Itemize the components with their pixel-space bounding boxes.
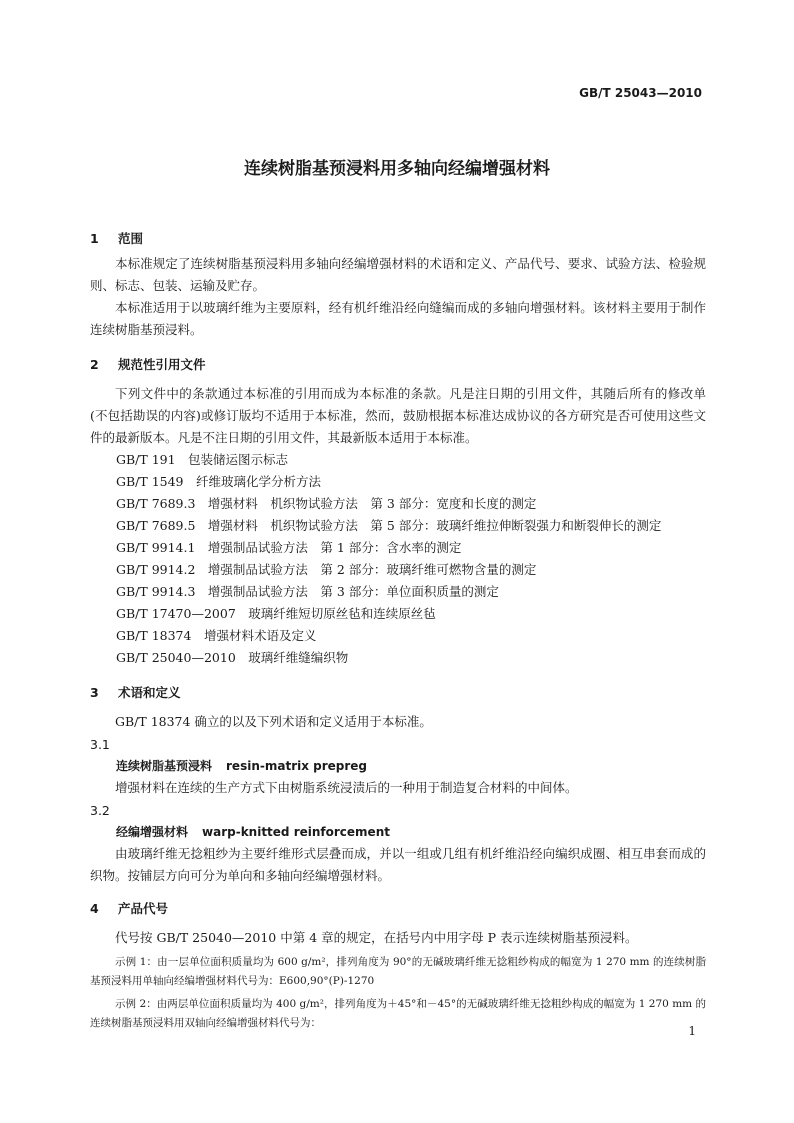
reference-item: GB/T 25040—2010 玻璃纤维缝编织物 (116, 650, 349, 665)
subsection-number: 3.2 (90, 803, 110, 818)
reference-item: GB/T 191 包装储运图示标志 (116, 452, 289, 467)
section-title: 产品代号 (118, 901, 169, 916)
section-heading (90, 355, 706, 375)
term-chinese: 经编增强材料 (116, 825, 189, 839)
term-english: resin-matrix prepreg (226, 759, 368, 773)
page-number: 1 (688, 1024, 696, 1038)
document-title: 连续树脂基预浸料用多轴向经编增强材料 (244, 159, 550, 179)
subsection-number: 3.1 (90, 737, 110, 752)
section-number: 3 (90, 685, 99, 700)
example-note: 示例 2：由两层单位面积质量均为 400 g/m²，排列角度为＋45°和－45°的无碱玻璃纤维无捻粗纱构成的幅宽为 1 270 mm 的连续树脂基预浸料用双轴向经编增强材料代号为： (90, 998, 706, 1029)
example-note: 示例 1：由一层单位面积质量均为 600 g/m²，排列角度为 90°的无碱玻璃纤维无捻粗纱构成的幅宽为 1 270 mm 的连续树脂基预浸料用单轴向经编增强材料代号为：E600,90°(P)-1270 (90, 956, 706, 987)
paragraph: 下列文件中的条款通过本标准的引用而成为本标准的条款。凡是注日期的引用文件，其随后所有的修改单(不包括勘误的内容)或修订版均不适用于本标准，然而，鼓励根据本标准达成协议的各方研究是否可使用这些文件的最新版本。凡是不注日期的引用文件，其最新版本适用于本标准。 (90, 386, 706, 445)
section-heading (90, 899, 706, 919)
reference-item: GB/T 7689.5 增强材料 机织物试验方法 第 5 部分：玻璃纤维拉伸断裂强力和断裂伸长的测定 (116, 518, 662, 533)
section-number: 2 (90, 357, 99, 372)
section-title: 术语和定义 (118, 685, 181, 700)
section-title: 规范性引用文件 (118, 357, 206, 372)
section-heading (90, 229, 706, 249)
term-entry (90, 755, 706, 777)
reference-item: GB/T 1549 纤维玻璃化学分析方法 (116, 474, 322, 489)
section-title: 范围 (118, 231, 144, 246)
term-english: warp-knitted reinforcement (202, 825, 390, 839)
term-definition: 由玻璃纤维无捻粗纱为主要纤维形式层叠而成，并以一组或几组有机纤维沿经向编织成圈、相互串套而成的织物。按铺层方向可分为单向和多轴向经编增强材料。 (90, 846, 706, 883)
paragraph: 本标准适用于以玻璃纤维为主要原料，经有机纤维沿经向缝编而成的多轴向增强材料。该材料主要用于制作连续树脂基预浸料。 (90, 300, 706, 337)
section-number: 1 (90, 231, 99, 246)
reference-item: GB/T 9914.1 增强制品试验方法 第 1 部分：含水率的测定 (116, 540, 462, 555)
term-entry (90, 821, 706, 843)
term-definition: 增强材料在连续的生产方式下由树脂系统浸渍后的一种用于制造复合材料的中间体。 (115, 780, 578, 795)
document-body (90, 219, 706, 1033)
term-chinese: 连续树脂基预浸料 (116, 759, 213, 773)
reference-item: GB/T 18374 增强材料术语及定义 (116, 628, 317, 643)
paragraph: 代号按 GB/T 25040—2010 中第 4 章的规定，在括号内中用字母 P 表示连续树脂基预浸料。 (115, 930, 638, 945)
standard-number: GB/T 25043—2010 (579, 86, 702, 100)
reference-item: GB/T 17470—2007 玻璃纤维短切原丝毡和连续原丝毡 (116, 606, 436, 621)
reference-item: GB/T 9914.2 增强制品试验方法 第 2 部分：玻璃纤维可燃物含量的测定 (116, 562, 537, 577)
paragraph: GB/T 18374 确立的以及下列术语和定义适用于本标准。 (115, 714, 432, 729)
reference-item: GB/T 9914.3 增强制品试验方法 第 3 部分：单位面积质量的测定 (116, 584, 499, 599)
paragraph: 本标准规定了连续树脂基预浸料用多轴向经编增强材料的术语和定义、产品代号、要求、试验方法、检验规则、标志、包装、运输及贮存。 (90, 256, 706, 293)
section-heading (90, 683, 706, 703)
section-number: 4 (90, 901, 99, 916)
reference-item: GB/T 7689.3 增强材料 机织物试验方法 第 3 部分：宽度和长度的测定 (116, 496, 537, 511)
